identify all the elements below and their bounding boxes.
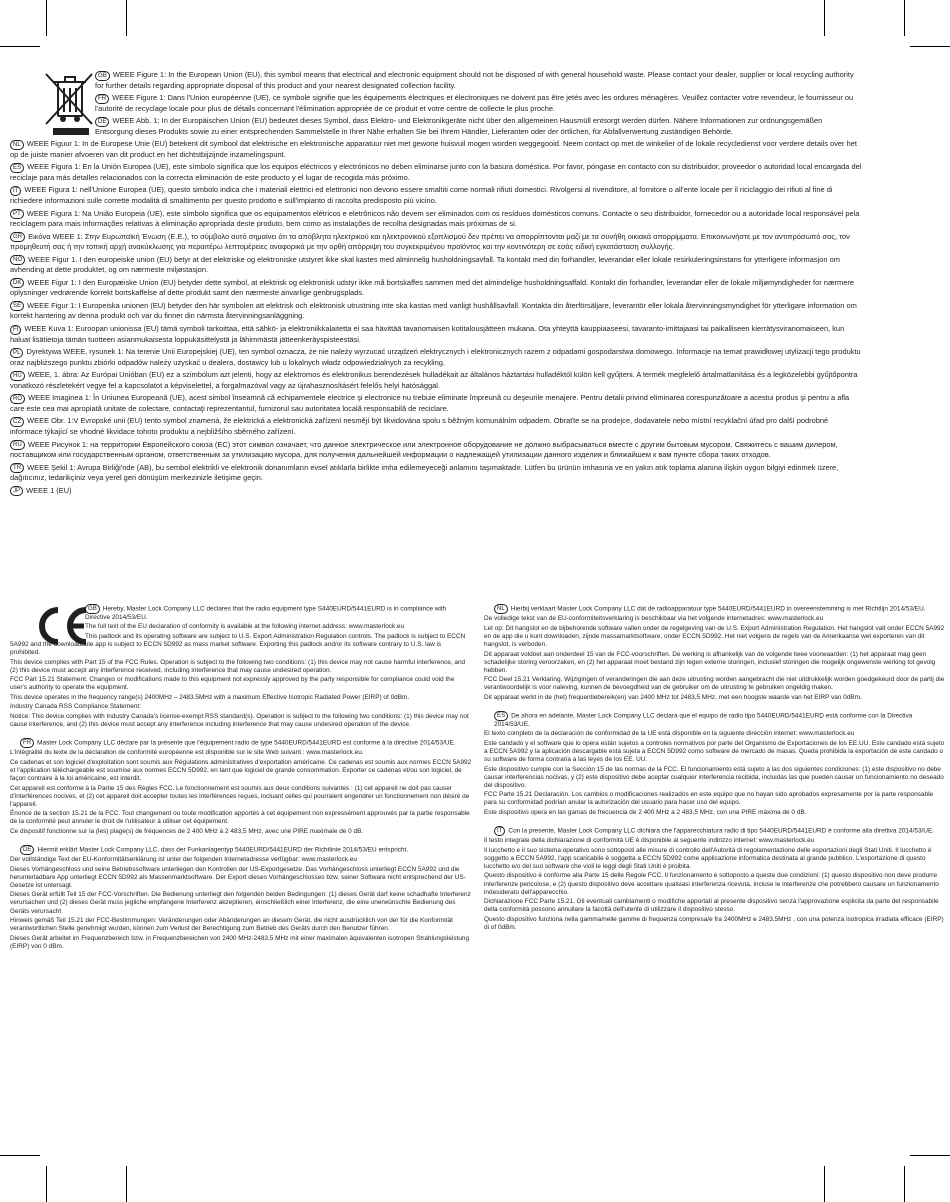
weee-text: WEEE Figuur 1: In de Europese Unie (EU) betekent dit symbool dat elektrische en elektronische apparatuur niet met gewone huisvuil mogen worden weggegooid. Neem contact op met de winkelier of de lokale recycledienst voor verdere details over het op de juiste manier afvoeren van dit product en het dichtstbijzijnde inzamelingspunt. <box>10 139 857 159</box>
weee-text: WEEE Obr. 1:V Evropské unii (EU) tento symbol znamená, že elektrická a elektronická zařízení nesmějí být likvidována spolu s běžným komunálním odpadem. Obraťte se na prodejce, dodavatele nebo místní recyklační úřad pro další podrobné informace týkající se vhodné likvidace tohoto produktu a nejbližšího sběrného zařízení. <box>10 416 829 436</box>
declaration-line <box>10 891 472 915</box>
declaration-text: Questo dispositivo funziona nella gamma/nelle gamme di frequenza compresa/e fra 2400MHz e 2483.5MHz , con una potenza isotropica irradiata efficace (EIRP) di of 0dBm. <box>484 915 944 931</box>
weee-paragraph-ru <box>10 440 862 460</box>
language-badge: RO <box>10 394 25 404</box>
declaration-text: This padlock and its operating software are subject to U.S. Export Administration Regulation controls. The padlock is subject to ECCN 5A992 and the downloadable app is subject to ECCN 5D992 as mass market software. Exporting this padlock and/or its software contrary to U.S. law is prohibited. <box>10 632 466 657</box>
weee-text: WEEE Figura 1: En la Unión Europea (UE), este símbolo significa que los equipos eléctricos y electrónicos no deben eliminarse junto con la basura doméstica. Por favor, póngase en contacto con su distribuidor, proveedor o autoridad local encargada del reciclaje para más detalles relacionados con la correcta eliminación de este producto y el lugar de recogida más próximo. <box>10 162 862 182</box>
crop-mark <box>904 0 905 36</box>
declaration-line <box>484 740 945 764</box>
declaration-line <box>10 828 472 836</box>
declaration-text: Este candado y el software que lo opera están sujetos a controles normativos por parte del Organismo de Exportaciones de los EE.UU. Este candado está sujeto a ECCN 5A992 y la aplicación descargable está sujeta a ECCN 5D992 como software de mercado de masas. Queda prohibida la exportación de este candado o su software de forma contraria a las leyes de los EE. UU. <box>484 739 945 764</box>
declaration-text: Cet appareil est conforme à la Partie 15 des Règles FCC. Le fonctionnement est soumis aux deux conditions suivantes : (1) cet appareil ne doit pas causer d'interférences nocives, et (2) cet appareil doit accepter toutes les interférences reçues, incluant celles qui pourraient engendrer un fonctionnement non désiré de l'appareil. <box>10 784 470 808</box>
declaration-line <box>494 826 945 836</box>
declaration-text: Hinweis gemäß Teil 15.21 der FCC-Bestimmungen: Veränderungen oder Abänderungen an diesem Gerät, die nicht ausdrücklich von der für die Konformität verantwortlichen Stelle genehmigt wurden, können zum Verlust der Berechtigung zum Betrieb des Geräts durch den Benutzer führen. <box>10 917 453 933</box>
declaration-line <box>484 766 945 790</box>
weee-paragraph-se <box>10 301 862 321</box>
declaration-gb <box>10 604 472 729</box>
weee-text: WEEE Figure 1: In the European Union (EU), this symbol means that electrical and electronic equipment should not be disposed of with general household waste. Please contact your dealer, supplier or local recycling authority for further details regarding appropriate disposal of this product and your nearest designated collection facility. <box>95 70 854 90</box>
declaration-it <box>484 826 945 932</box>
declaration-line <box>484 916 945 932</box>
weee-text: WEEE Figur 1: I Europeiska unionen (EU) betyder den här symbolen att elektrisk och elektronisk utrustning inte ska kastas med vanligt hushållsavfall. Kontakta din återförsäljare, leverantör eller lokala återvinningsmyndighet för ytterligare information om korrekt hantering av denna produkt och var du finner din närmsta återvinningsanläggning. <box>10 300 857 321</box>
declaration-text: De volledige tekst van de EU-conformiteitsverklaring is beschikbaar via het volgende internetadres: www.masterlock.eu <box>484 615 824 623</box>
declaration-text: Con la presente, Master Lock Company LLC dichiara che l'apparecchiatura radio di tipo 5440EURD/5441EURD è conforme alla direttiva 2014/53/UE. <box>508 827 935 835</box>
weee-paragraph-jp <box>10 486 862 497</box>
declaration-column-left <box>10 604 472 960</box>
declaration-line <box>85 623 472 631</box>
weee-text: WEEE Kuva 1: Euroopan unionissa (EU) tämä symboli tarkoittaa, että sähkö- ja elektroniikkalaitetta ei saa hävittää tavanomaisen kotitalousjätteen mukana. Ota yhteyttä kauppiaaseesi, tavaranto-imittajaasi tai paikalliseen kierrätysviranomaiseen, kun haluat lisätietoja tämän tuotteen asianmukaisesta loppukäsittelystä ja lähimmästä jätteenkeräyspisteestäsi. <box>10 324 845 344</box>
declaration-line <box>10 917 472 933</box>
language-badge: FR <box>20 738 34 748</box>
language-badge: NL <box>494 604 508 614</box>
declaration-text: Notice: This device complies with Industry Canada's license-exempt RSS standard(s). Operation is subject to the following two conditions: (1) this device may not cause interference, and (2) this device must accept any interference including interference that may cause undesired operation of the device. <box>10 712 469 728</box>
declaration-line <box>10 935 472 951</box>
declaration-line <box>484 651 945 675</box>
crop-mark <box>0 46 40 47</box>
declaration-line <box>484 791 945 807</box>
language-badge: TR <box>10 463 24 473</box>
weee-paragraph-ro <box>10 393 862 413</box>
language-badge: IT <box>494 826 505 836</box>
declaration-line <box>494 604 945 614</box>
weee-text: WEEE 1 (EU) <box>26 485 72 495</box>
declaration-text: Industry Canada RSS Compliance Statement: <box>10 703 141 711</box>
crop-mark <box>46 1166 47 1202</box>
language-badge: SE <box>10 301 24 311</box>
declaration-text: Master Lock Company LLC déclare par la présente que l'équipement radio de type 5440EURD/5441EURD est conforme à la directive 2014/53/UE. <box>37 739 456 747</box>
declaration-text: De ahora en adelante, Master Lock Company LLC declara que el equipo de radio tipo 5440EURD/5441EURD está conforme con la Directiva 2014/53/UE. <box>494 712 913 728</box>
weee-text: Εικόνα WEEE 1: Στην Ευρωπαϊκή Ένωση (Ε.Ε.), το σύμβολο αυτό σημαίνει ότι τα απόβλητα ηλεκτρικού και ηλεκτρονικού εξοπλισμού δεν πρέπει να απορρίπτονται μαζί με τα συνήθη οικιακά απορρίμματα. Επικοινωνήστε με τον αντιπρόσωπό σας, τον προμηθευτή σας ή την τοπική αρχή ανακύκλωσης για περαιτέρω λεπτομέρειες αναφορικά με την ορθή απόρριψη του συγκεκριμένου προϊόντος και την κοντινότερη σε εσάς ειδική εγκατάσταση συλλογής. <box>10 231 850 252</box>
weee-paragraph-dk <box>10 278 862 298</box>
weee-text: Dyrektywa WEEE, rysunek 1: Na terenie Unii Europejskiej (UE), ten symbol oznacza, że nie należy wyrzucać urządzeń elektrycznych i elektronicznych razem z odpadami gospodarstwa domowego. Informacje na temat prawidłowej utylizacji tego produktu oraz najbliższego punktu zbiórki odpadów należy uzyskać u dealera, dostawcy lub u lokalnych władz odpowiedzialnych za recykling. <box>10 347 861 367</box>
weee-paragraph-no <box>10 255 862 275</box>
weee-text: WEEE Figur 1. I den europeiske union (EU) betyr at det elektriske og elektroniske utstyret ikke skal kastes med alminnelig husholdningsavfall. Ta kontakt med din forhandler, leverandør eller lokale resirkuleringsinstans for ytterligere informasjon om avhending at dette produktet, og om nærmeste miljøstasjon. <box>10 254 840 275</box>
language-badge: FI <box>10 325 21 335</box>
weee-paragraph-pl <box>10 347 862 367</box>
declaration-text: Hereby, Master Lock Company LLC declares that the radio equipment type S440EURD/5441EURD is in compliance with Directive 2014/53/EU. <box>85 605 447 621</box>
declaration-line <box>484 615 945 623</box>
weee-paragraph-fi <box>10 324 862 344</box>
declaration-de <box>10 845 472 951</box>
weee-text: WEEE Imaginea 1: În Uniunea Europeană (UE), acest simbol înseamnă că echipamentele electrice şi electronice nu trebuie eliminate împreună cu deşeurile menajere. Pentru detalii privind eliminarea corespunzătoare a acestui produs şi pentru a afla care este cea mai apropiată unitate de colectare, contactaţi reprezentantul, furnizorul sau autoritatea locală responsabilă de reciclare. <box>10 393 850 413</box>
weee-paragraph-it <box>10 185 862 205</box>
language-badge: CZ <box>10 417 24 427</box>
declaration-text: Ce dispositif fonctionne sur la (les) plage(s) de fréquences de 2 400 MHz à 2 483,5 MHz, avec une PIRE maximale de 0 dB. <box>10 827 364 835</box>
declaration-line <box>484 837 945 845</box>
weee-text: WEEE Figura 1: Na União Europeia (UE), este símbolo significa que os equipamentos elétricos e eletrônicos não devem ser eliminados com os resíduos domésticos comuns. Contacte o seu distribuidor, fornecedor ou a autoridade local responsável pela reciclagem para mais informações relativas à eliminação apropriada deste produto, bem como as instalações de recolha designadas mais próximas de si. <box>10 208 860 229</box>
language-badge: FR <box>95 94 109 104</box>
declaration-text: Il lucchetto e il suo sistema operativo sono sottoposti alle misure di controllo dell'Autorità di regolamentazione delle esportazioni degli Stati Uniti. Il lucchetto è soggetto a ECCN 5A992, l'app scaricabile è soggetta a ECCN 5D992 come applicazione informatica destinata al grande pubblico. L'esportazione di questo lucchetto e/o del suo software che violi le leggi degli Stati Uniti è proibita. <box>484 846 932 870</box>
weee-text: WEEE Figura 1: nell'Unione Europea (UE), questo simbolo indica che i materiali elettrici ed elettronici non devono essere smaltiti come normali rifiuti domestici. Rivolgersi al rivenditore, al fornitore o all'ente locale per il riciclaggio dei rifiuti al fine di richiedere informazioni sulle corrette modalità di smaltimento per questo prodotto e sull'impianto di raccolta predisposto più vicino. <box>10 185 833 205</box>
declaration-text: Dit apparaat werkt in de (het) frequentiebereik(en) van 2400 MHz tot 2483,5 MHz, met een hoogste waarde van het EIRP van 0dBm. <box>484 693 862 701</box>
declaration-text: Hiermit erklärt Master Lock Company LLC, dass der Funkanlagentyp 5440EURD/5441EURD der Richtlinie 2014/53/EU entspricht. <box>37 846 409 854</box>
declaration-line <box>484 730 945 738</box>
language-badge: RU <box>10 440 25 450</box>
declaration-line <box>10 866 472 890</box>
weee-paragraph-tr <box>10 463 862 483</box>
language-badge: DK <box>10 278 24 288</box>
declaration-text: Dieses Vorhängeschloss und seine Betriebssoftware unterliegen den Kontrollen der US-Exportgesetze. Das Vorhängeschloss unterliegt ECCN 5A992 und die herunterladbare App unterliegt ECCN 5D992 als Massenmarktsoftware. Der Export dieses Vorhängeschlosses bzw. seiner Software nicht entsprechend der US-Gesetze ist untersagt. <box>10 865 466 889</box>
declaration-line <box>10 703 472 711</box>
declaration-es <box>484 711 945 817</box>
declaration-line <box>484 872 945 896</box>
declaration-line <box>10 694 472 702</box>
declaration-text: Der vollständige Text der EU-Konformitätserklärung ist unter der folgenden Internetadresse verfügbar: www.masterlock.eu <box>10 856 357 864</box>
declaration-line <box>10 633 472 657</box>
language-badge: NO <box>10 255 25 265</box>
declaration-text: Let op: Dit hangslot en de bijbehorende software vallen onder de regelgeving van de U.S. Export Administration Regulation. Het hangslot valt onder ECCN 5A992 en de app die u kunt downloaden, zijnde massamarktsoftware, onder ECCN 5D992. Het niet volgens de regels van de Amerikaanse wet exporteren van dit hangslot, is verboden. <box>484 624 945 649</box>
crop-mark <box>910 46 950 47</box>
language-badge: GB <box>85 604 100 614</box>
crop-mark <box>910 1155 950 1156</box>
declaration-text: L'intégralité du texte de la déclaration de conformité européenne est disponible sur le site Web suivant : www.masterlock.eu. <box>10 749 364 757</box>
weee-text: WEEE Figur 1: I den Europæiske Union (EU) betyder dette symbol, at elektrisk og elektronisk udstyr ikke må bortskaffes sammen med det almindelige husholdningsaffald. Kontakt din forhandler, leverandør eller de lokale miljømyndigheder for nærmere oplysninger vedrørende korrekt bortskaffelse af dette produkt samt den nærmeste anvarlige genbrugsplads. <box>10 277 854 298</box>
language-badge: DE <box>20 845 34 855</box>
declaration-text: FCC Parte 15.21 Declaración. Los cambios o modificaciones realizados en este equipo que no hayan sido aprobados expresamente por la parte responsable para su conformidad podrían anular la autorización del usuario para hacer uso del equipo. <box>484 791 934 807</box>
crop-mark <box>0 1155 40 1156</box>
declaration-text: Dit apparaat voldoet aan onderdeel 15 van de FCC-voorschriften. De werking is afhankelijk van de volgende twee voorwaarden: (1) het apparaat mag geen schadelijke storing veroorzaken, en (2) het apparaat moet bestand zijn tegen externe storingen, inclusief storingen die mogelijk ongewenste werking tot gevolg hebben. <box>484 650 936 674</box>
declaration-line <box>484 676 945 692</box>
declaration-text: Dieses Gerät erfüllt Teil 15 der FCC-Vorschriften. Die Bedienung unterliegt den folgenden beiden Bedingungen: (1) dieses Gerät darf keine schadhafte Interferenz verursachen und (2) dieses Gerät muss jegliche empfangene Interferenz akzeptieren, einschließlich einer Interferenz, die eine unerwünschte Bedienung des Geräts verursacht <box>10 891 471 915</box>
crop-mark <box>904 1166 905 1202</box>
declaration-line <box>20 845 472 855</box>
declaration-text: Ce cadenas et son logiciel d'exploitation sont soumis aux Régulations administratives d'exportation américaine. Ce cadenas est soumis aux normes ECCN 5A992 et l'application téléchargeable est soumise aux normes ECCN 5D992, en tant que logiciel de grande consommation. Exporter ce cadenas et/ou son logiciel, de façon contraire à la loi américaine, est interdit. <box>10 758 472 783</box>
weee-paragraph-hu <box>10 370 862 390</box>
crop-mark <box>126 0 127 36</box>
language-badge: ES <box>10 163 24 173</box>
declaration-text: Hierbij verklaart Master Lock Company LLC dat de radioapparatuur type 5440EURD/5441EURD in overeenstemming is met Richtlijn 2014/53/EU. <box>510 605 926 613</box>
declaration-line <box>85 604 472 622</box>
weee-text: WEEE Abb. 1: In der Europäischen Union (EU) bedeutet dieses Symbol, dass Elektro- und Elektronikgeräte nicht über den allgemeinen Hausmüll entsorgt werden dürfen. Nähere Informationen zur ordnungsgemäßen Entsorgung dieses Produkts sowie zu einer entsprechenden Sammelstelle in Ihrer Nähe erhalten Sie bei Ihrem Händler, Lieferanten oder der örtlichen, für Abfallverwertung zuständigen Behörde. <box>95 116 823 136</box>
weee-paragraph-pt <box>10 209 862 229</box>
language-badge: JP <box>10 486 23 496</box>
language-badge: HU <box>10 371 25 381</box>
declaration-text: FCC Deel 15.21 Verklaring. Wijzigingen of veranderingen die aan deze uitrusting worden aangebracht die niet uitdrukkelijk worden goedgekeurd door de partij die verantwoordelijk is voor naleving, kunnen de bevoegdheid van de gebruiker om de uitrusting te gebruiken ongeldig maken. <box>484 676 945 692</box>
declaration-line <box>484 847 945 871</box>
declaration-line <box>484 625 945 649</box>
declaration-line <box>10 749 472 757</box>
declaration-text: Questo dispositivo è conforme alla Parte 15 delle Regole FCC. Il funzionamento è sottoposto a queste due condizioni: (1) questo dispositivo non deve produrre interferenze pericolose, e (2) questo dispositivo deve accettare qualsiasi interferenza ricevuta, incluse le interferenze che potrebbero causare un funzionamento indesiderato dell'apparecchio. <box>484 872 939 896</box>
language-badge: PT <box>10 209 24 219</box>
declaration-text: Énoncé de la section 15.21 de la FCC. Tout changement ou toute modification apportés à cet équipement non expressément approuvés par la partie responsable de la conformité peut annuler le droit de l'utilisateur à utiliser cet équipement. <box>10 810 470 826</box>
language-badge: PL <box>10 348 23 358</box>
declaration-fr <box>10 738 472 836</box>
weee-paragraph-gr <box>10 232 862 252</box>
declaration-text: The full text of the EU declaration of conformity is available at the following internet address: www.masterlock.eu <box>85 623 405 631</box>
weee-text: WEEE Рисунок 1: на территории Европейского союза (ЕС) этот символ означает, что данное электрическое или электронное оборудование не должно выбрасываться вместе с другим бытовым мусором. Свяжитесь с вашим дилером, поставщиком или государственным органом, ответственным за утилизацию мусора, для получения дальнейшей информации о надлежащей утилизации данного изделия и ближайшем к вам пункте сбора таких отходов. <box>10 439 838 459</box>
declaration-text: Il testo integrale della dichiarazione di conformità UE è disponibile al seguente indirizzo internet: www.masterlock.eu <box>484 837 815 845</box>
declaration-text: Este dispositivo opera en las gamas de frecuencia de 2 400 MHz a 2 483,5 MHz, con una PIRE máxima de 0 dB. <box>484 808 807 816</box>
weee-paragraph-gb <box>95 70 862 90</box>
crop-mark <box>824 1166 825 1202</box>
declaration-line <box>10 659 472 675</box>
weee-paragraph-fr <box>95 93 862 113</box>
language-badge: DE <box>95 117 109 127</box>
declaration-text: Dichiarazione FCC Parte 15.21. Gli eventuali cambiamenti o modifiche apportati al presente dispositivo senza l'approvazione esplicita da parte del responsabile della conformità possono annullare la facoltà dell'utente di utilizzare il dispositivo stesso. <box>484 898 939 914</box>
weee-paragraph-de <box>95 116 862 136</box>
weee-paragraph-cz <box>10 416 862 436</box>
declaration-text: FCC Part 15.21 Statement. Changes or modifications made to this equipment not expressly approved by the party responsible for compliance could void the user's authority to operate the equipment. <box>10 676 455 692</box>
weee-text: WEEE Şekil 1: Avrupa Birliği'nde (AB), bu sembol elektrikli ve elektronik donanımların evsel atıklarla birlikte imha edilemeyeceği anlamını taşımaktadır. Lütfen bu ürünün imhasına ve en yakın atık toplama alanına ilişkin uygun bilgiyi edinmek üzere, dağıtıcınız, tedarikçiniz veya yerel geri dönüşüm merkezinizle iletişime geçin. <box>10 462 839 483</box>
language-badge: NL <box>10 140 24 150</box>
weee-notices <box>10 70 862 499</box>
declaration-line <box>484 809 945 817</box>
weee-text: WEEE Figure 1: Dans l'Union européenne (UE), ce symbole signifie que les équipements électriques et électroniques ne doivent pas être jetés avec les ordures ménagères. Veuillez contacter votre revendeur, le fournisseur ou l'autorité de recyclage locale pour plus de détails concernant l'élimination appropriée de ce produit et votre centre de collecte le plus proche. <box>95 93 854 113</box>
declaration-line <box>10 713 472 729</box>
language-badge: GB <box>95 71 110 81</box>
crop-mark <box>126 1166 127 1202</box>
declaration-line <box>484 898 945 914</box>
declaration-nl <box>484 604 945 702</box>
declaration-line <box>484 694 945 702</box>
weee-paragraph-nl <box>10 139 862 159</box>
crop-mark <box>46 0 47 36</box>
declaration-line <box>10 759 472 783</box>
declaration-line <box>10 676 472 692</box>
declaration-text: This device operates in the frequency range(s) 2400MHz – 2483.5MHz with a maximum Effective Isotropic Radiated Power (EIRP) of 0dBm. <box>10 693 410 701</box>
declaration-text: Este dispositivo cumple con la Sección 15 de las normas de la FCC. El funcionamiento está sujeto a las dos siguientes condiciones: (1) este dispositivo no debe causar interferencias nocivas, y (2) este dispositivo debe aceptar cualquier interferencia recibida, incluidas las que pueden causar un funcionamiento no deseado del dispositivo. <box>484 765 944 789</box>
declaration-text: This device complies with Part 15 of the FCC Rules. Operation is subject to the following two conditions: (1) this device may not cause harmful interference, and (2) this device must accept any interference received, including interference that may cause undesired operation. <box>10 658 466 674</box>
weee-paragraph-es <box>10 162 862 182</box>
crop-mark <box>824 0 825 36</box>
weee-text: WEEE, 1. ábra: Az Európai Unióban (EU) ez a szimbólum azt jelenti, hogy az elektromos és elektronikus berendezések hulladékait az általános háztartási hulladéktól külön kell gyűjteni. A termék megfelelő ártalmatlanítása és a legközelebbi gyűjtőpontra vonatkozó részletekért vegye fel a kapcsolatot a képviselettel, a forgalmazóval vagy az újrahasznosításért felelős helyi hatósággal. <box>10 370 858 390</box>
declaration-line <box>494 711 945 729</box>
declaration-line <box>10 810 472 826</box>
declaration-text: El texto completo de la declaración de conformidad de la UE está disponible en la siguiente dirección internet: www.masterlock.eu <box>484 730 855 738</box>
language-badge: IT <box>10 186 21 196</box>
language-badge: GR <box>10 232 25 242</box>
declaration-line <box>10 785 472 809</box>
declaration-column-right <box>484 604 945 941</box>
declaration-line <box>20 738 472 748</box>
declaration-text: Dieses Gerät arbeitet im Frequenzbereich bzw. in Frequenzbereichen von 2400 MHz-2483,5 MHz mit einer maximalen äquivalenten isotropen Strahlungsleistung (EIRP) von 0 dBm. <box>10 934 470 950</box>
language-badge: ES <box>494 711 508 721</box>
declaration-line <box>10 856 472 864</box>
